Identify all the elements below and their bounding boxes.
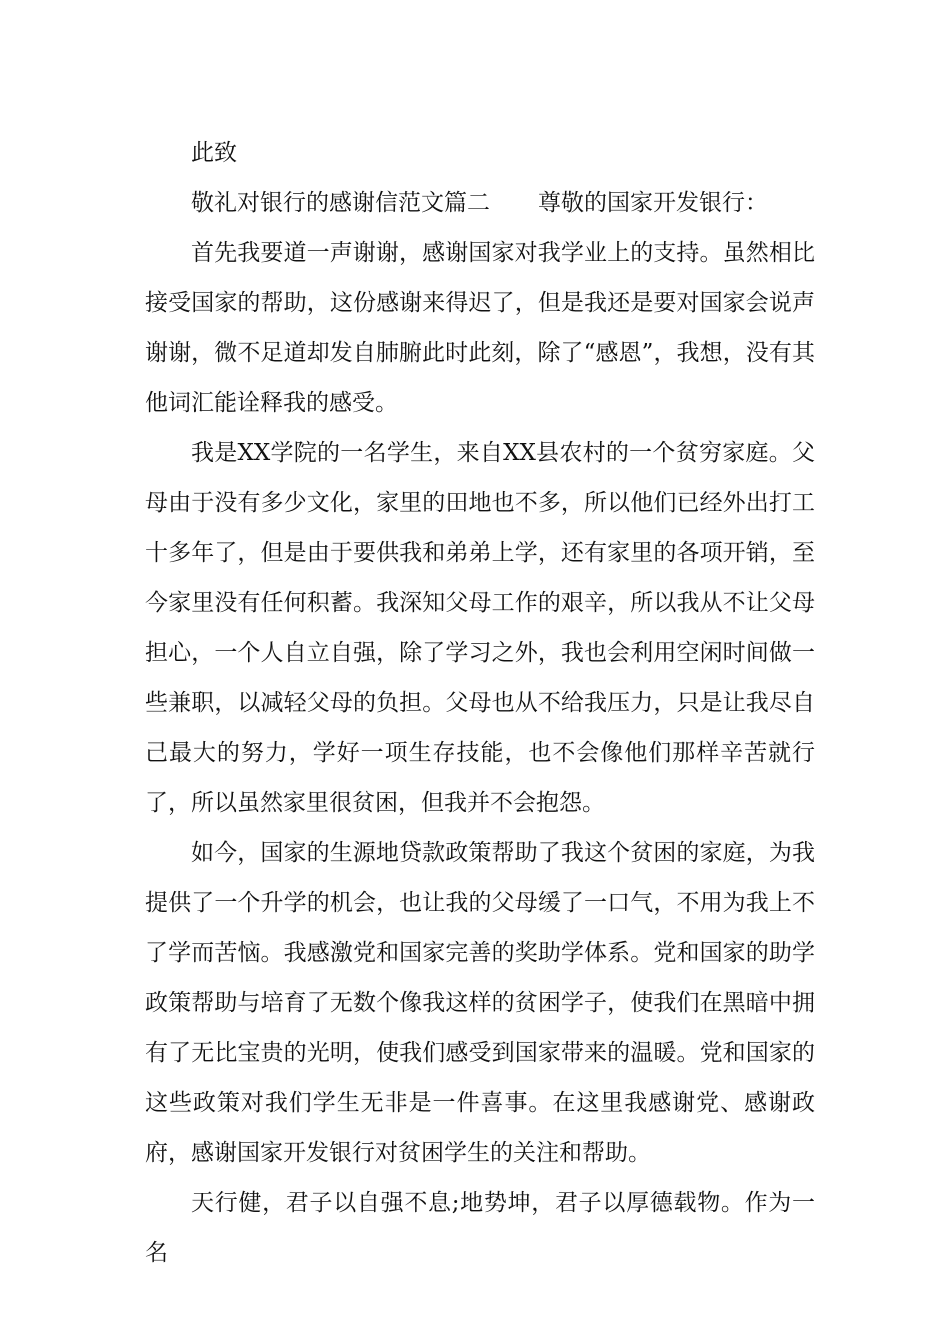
section-title: 敬礼对银行的感谢信范文篇二	[191, 190, 490, 216]
closing-text: 此致	[191, 140, 237, 166]
paragraph: 天行健，君子以自强不息;地势坤，君子以厚德载物。作为一名	[145, 1190, 815, 1266]
salutation-line	[145, 178, 815, 228]
paragraph: 如今，国家的生源地贷款政策帮助了我这个贫困的家庭，为我提供了一个升学的机会，也让我的父母缓了一口气，不用为我上不了学而苦恼。我感激党和国家完善的奖助学体系。党和国家的助学政策帮助与培育了无数个像我这样的贫困学子，使我们在黑暗中拥有了无比宝贵的光明，使我们感受到国家带来的温暖。党和国家的这些政策对我们学生无非是一件喜事。在这里我感谢党、感谢政府，感谢国家开发银行对贫困学生的关注和帮助。	[145, 840, 815, 1166]
recipient-salutation: 尊敬的国家开发银行：	[538, 190, 768, 216]
letter-body	[145, 128, 815, 1278]
closing-line	[145, 128, 815, 178]
paragraph: 首先我要道一声谢谢，感谢国家对我学业上的支持。虽然相比接受国家的帮助，这份感谢来得迟了，但是我还是要对国家会说声谢谢，微不足道却发自肺腑此时此刻，除了“感恩”，我想，没有其他词汇能诠释我的感受。	[145, 240, 815, 416]
paragraph: 我是XX学院的一名学生，来自XX县农村的一个贫穷家庭。父母由于没有多少文化，家里的田地也不多，所以他们已经外出打工十多年了，但是由于要供我和弟弟上学，还有家里的各项开销，至今家里没有任何积蓄。我深知父母工作的艰辛，所以我从不让父母担心，一个人自立自强，除了学习之外，我也会利用空闲时间做一些兼职，以减轻父母的负担。父母也从不给我压力，只是让我尽自己最大的努力，学好一项生存技能，也不会像他们那样辛苦就行了，所以虽然家里很贫困，但我并不会抱怨。	[145, 440, 815, 816]
